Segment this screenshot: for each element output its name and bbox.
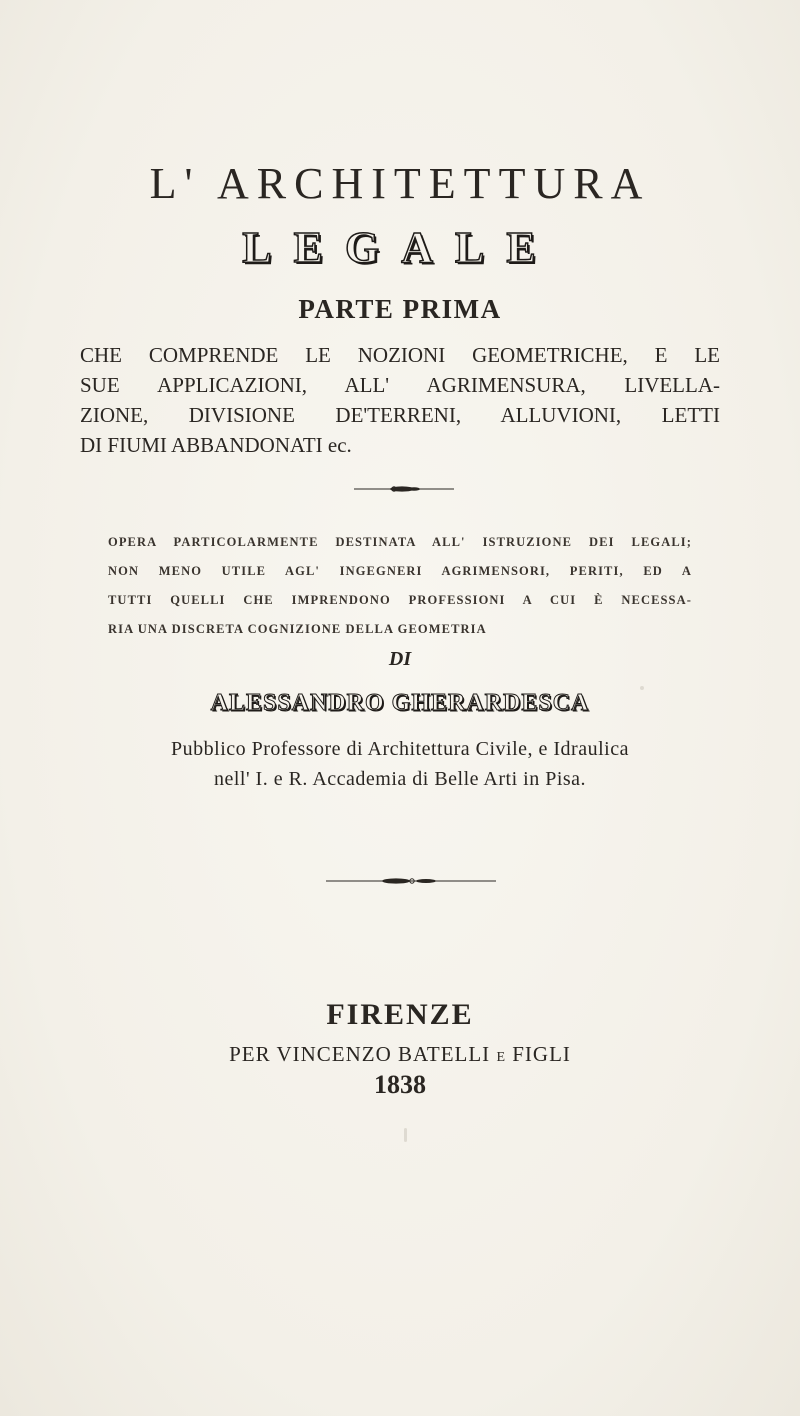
printer-figli: FIGLI [512,1042,571,1066]
description-line: ZIONE, DIVISIONE DE'TERRENI, ALLUVIONI, LETTI [80,403,720,427]
paper-blemish [404,1128,407,1142]
dedication-text [108,528,692,644]
by-label: DI [388,648,412,670]
title-line-1: L' ARCHITETTURA [149,159,651,208]
divider-ornament-2 [326,876,496,878]
imprint-printer [0,1042,800,1067]
description-line: CHE COMPRENDE LE NOZIONI GEOMETRICHE, E LE [80,343,720,367]
description [80,340,720,460]
dedication-line: OPERA PARTICOLARMENTE DESTINATA ALL' ISTRUZIONE DEI LEGALI; [108,535,692,549]
description-line: DI FIUMI ABBANDONATI ec. [80,433,352,457]
author-name [0,690,800,717]
paper-blemish [640,686,644,690]
printer-name: PER VINCENZO BATELLI [229,1042,491,1066]
credentials-line-1: Pubblico Professore di Architettura Civile, e Idraulica [171,738,629,760]
description-line: SUE APPLICAZIONI, ALL' AGRIMENSURA, LIVELLA- [80,373,720,397]
title-line-2 [0,222,800,273]
imprint-year: 1838 [374,1070,426,1099]
divider-ornament-1 [354,484,454,486]
dedication-line: TUTTI QUELLI CHE IMPRENDONO PROFESSIONI A CUI È NECESSA- [108,593,692,607]
author-credentials [0,734,800,794]
part-heading: PARTE PRIMA [298,294,502,324]
dedication-line: RIA UNA DISCRETA COGNIZIONE DELLA GEOMETRIA [108,622,487,636]
credentials-line-2: nell' I. e R. Accademia di Belle Arti in Pisa. [213,768,587,790]
title-line-2-text: LEGALE [242,223,558,272]
printer-and: E [496,1050,506,1065]
imprint-city: FIRENZE [326,998,474,1031]
author-name-text: ALESSANDRO GHERARDESCA [210,690,590,716]
dedication-line: NON MENO UTILE AGL' INGEGNERI AGRIMENSORI, PERITI, ED A [108,564,692,578]
